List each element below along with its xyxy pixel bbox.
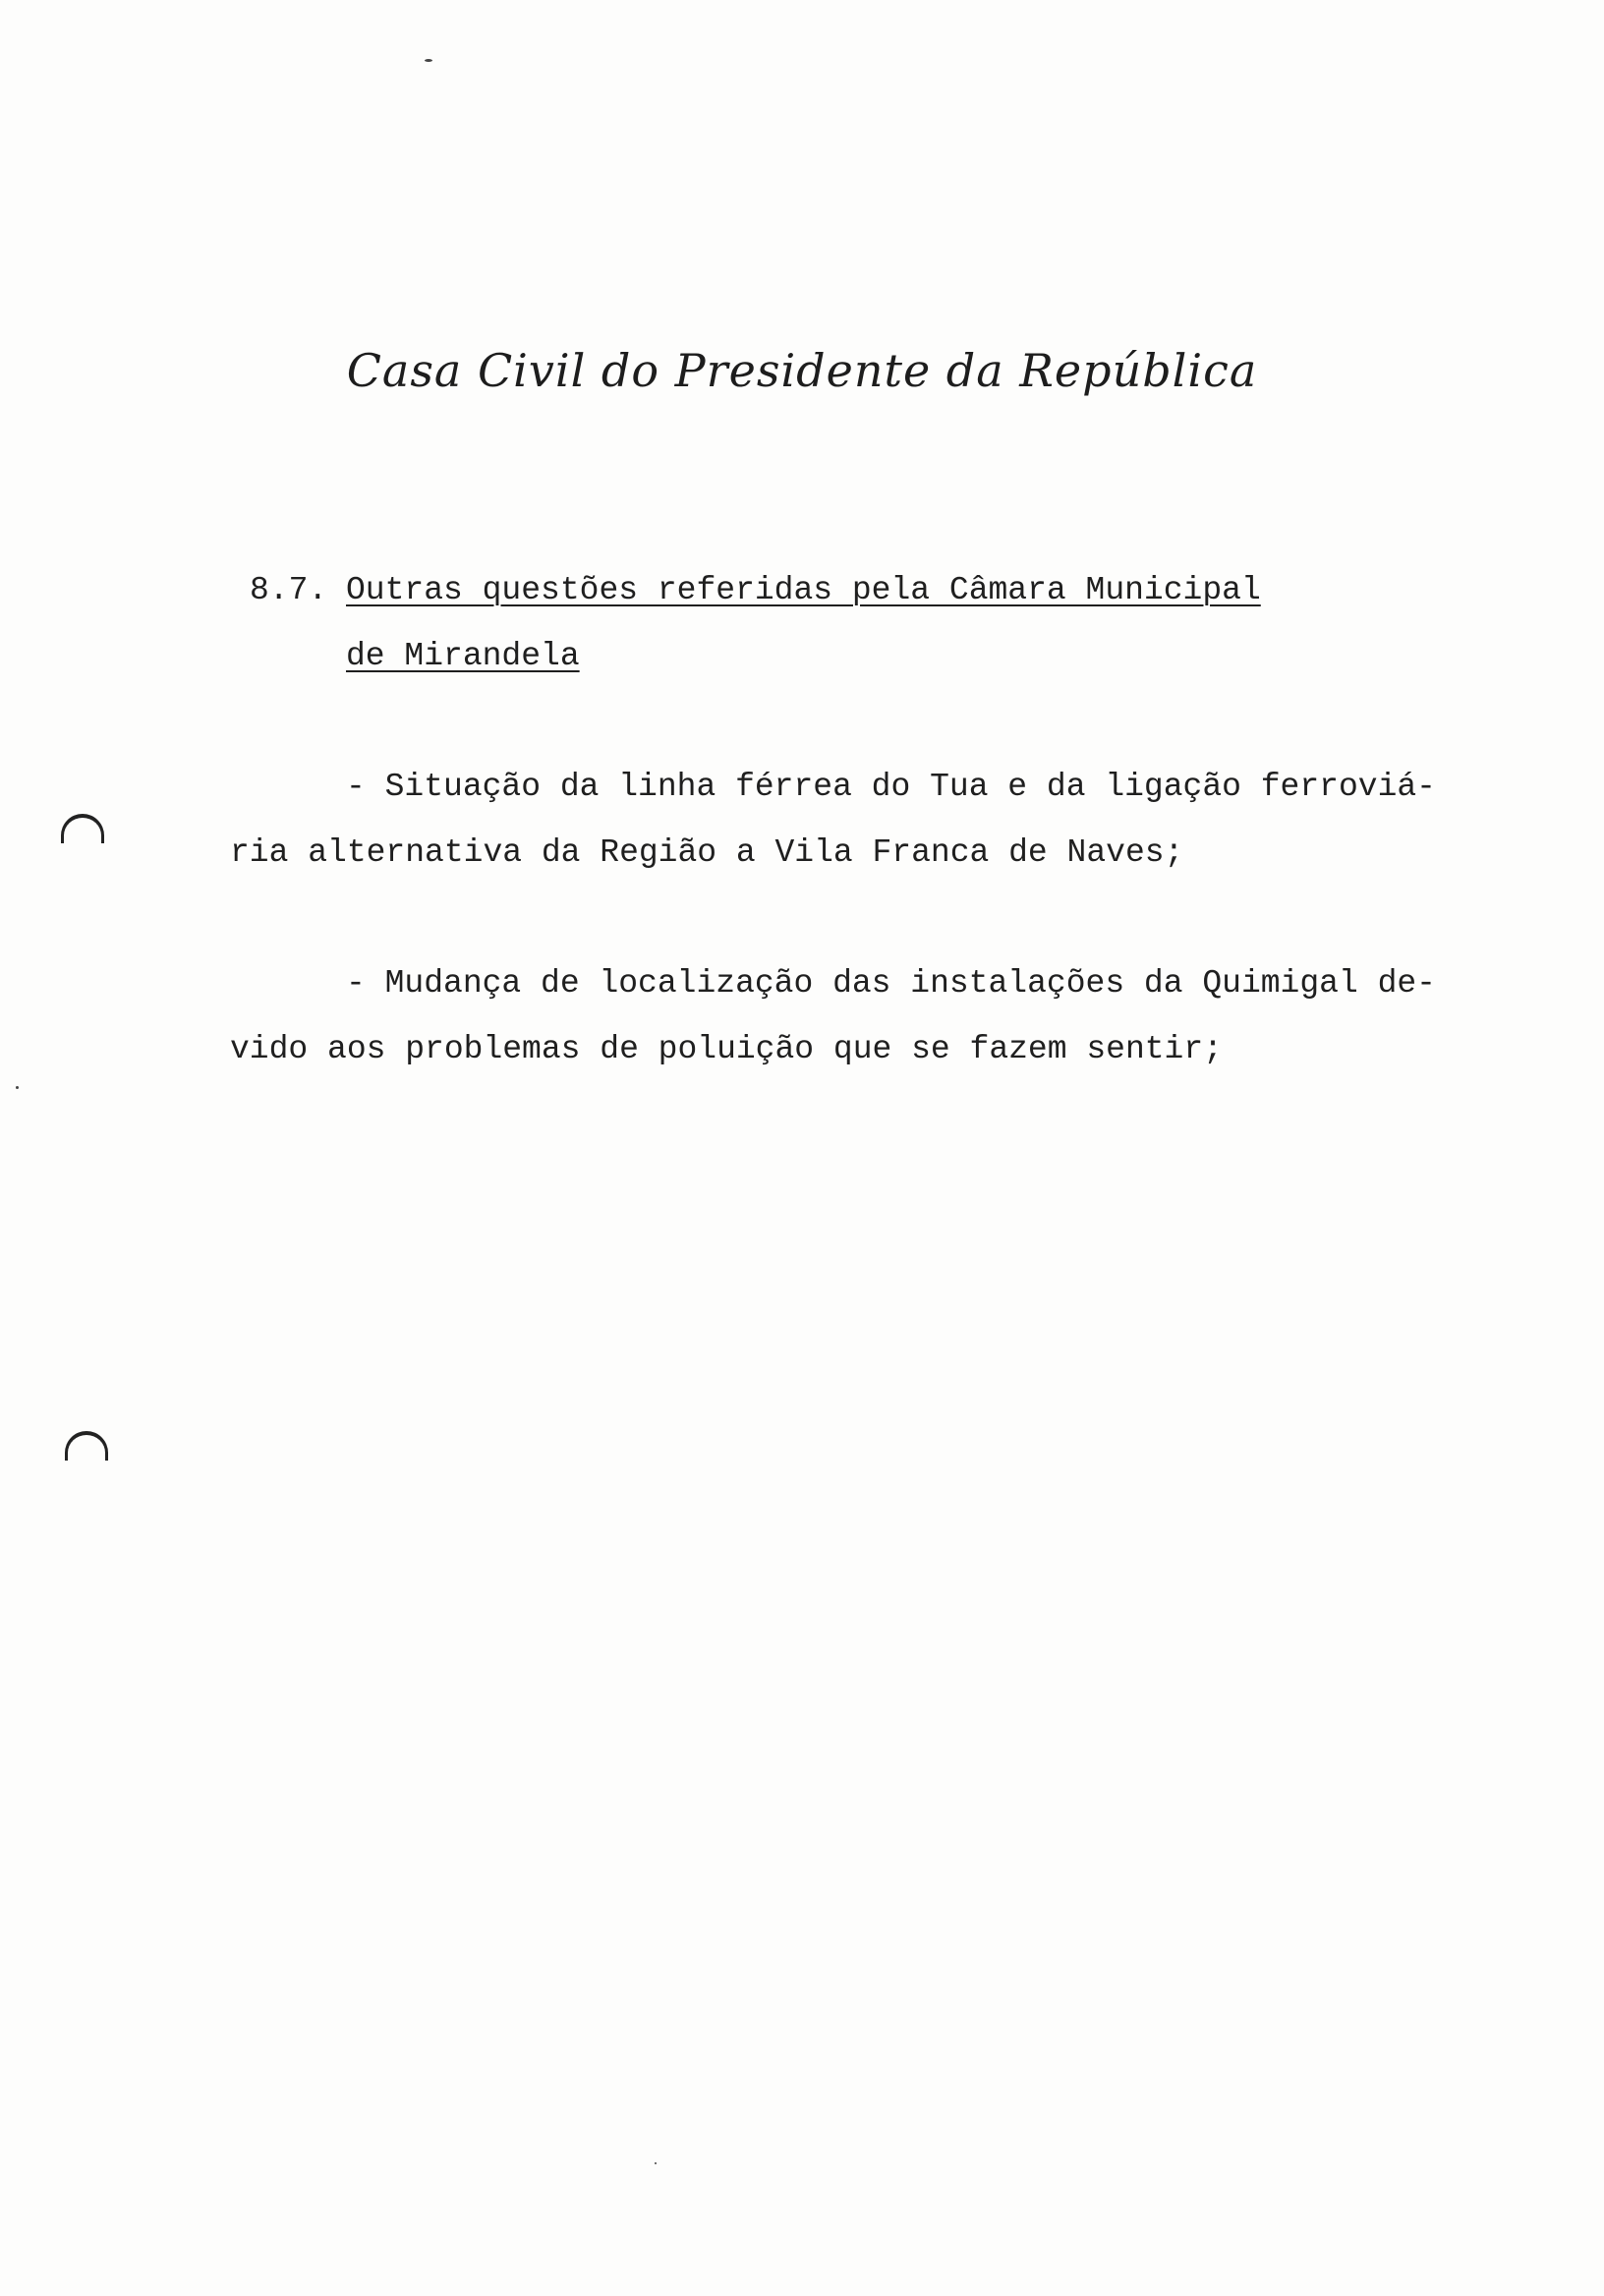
section-title-line-1: Outras questões referidas pela Câmara Municipal (346, 572, 1261, 608)
item-1-line-1: - Situação da linha férrea do Tua e da ligação ferroviá- (346, 769, 1436, 805)
section-number: 8.7. (250, 572, 328, 608)
letterhead-title: Casa Civil do Presidente da República (346, 344, 1258, 397)
item-2-line-2: vido aos problemas de poluição que se fazem sentir; (230, 1031, 1223, 1067)
punch-hole-mark-top (61, 814, 104, 843)
item-2-line-1: - Mudança de localização das instalações da Quimigal de- (346, 965, 1436, 1002)
item-1-line-2: ria alternativa da Região a Vila Franca de Naves; (230, 834, 1184, 871)
section-title-line-2: de Mirandela (346, 638, 580, 674)
scan-speck (425, 59, 432, 62)
scan-speck (16, 1086, 19, 1089)
punch-hole-mark-bottom (65, 1431, 108, 1461)
scan-speck (655, 2162, 657, 2164)
